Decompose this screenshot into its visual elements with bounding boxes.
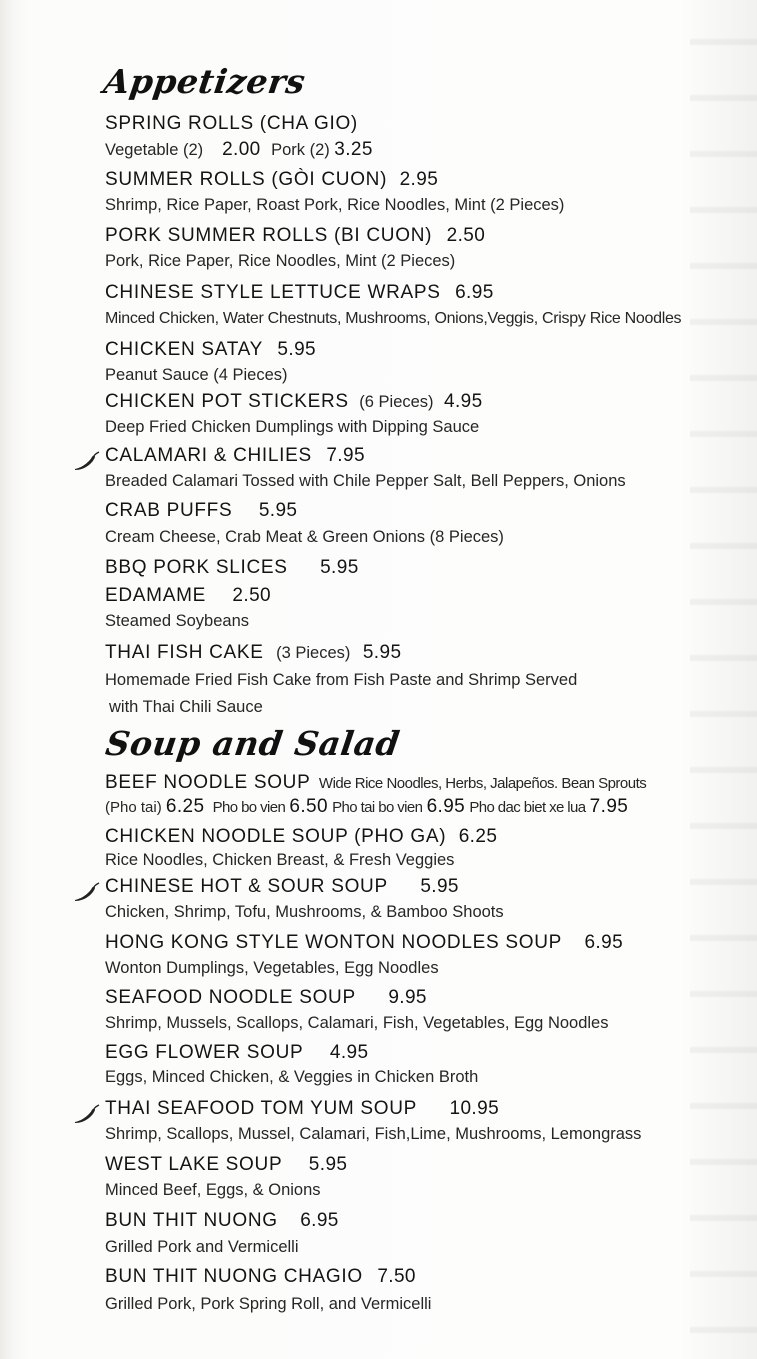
fish-cake-name: THAI FISH CAKE bbox=[105, 642, 264, 663]
bbq-pork-name: BBQ PORK SLICES bbox=[105, 557, 288, 578]
pot-stickers-price: 4.95 bbox=[444, 391, 483, 412]
tom-yum-name: THAI SEAFOOD TOM YUM SOUP bbox=[105, 1098, 418, 1119]
spring-rolls-veg-label: Vegetable (2) bbox=[105, 141, 204, 159]
fish-cake-row bbox=[105, 642, 401, 664]
summer-rolls-desc: Shrimp, Rice Paper, Roast Pork, Rice Noodles, Mint (2 Pieces) bbox=[105, 196, 565, 214]
chili-pepper-icon bbox=[72, 1104, 100, 1126]
soup-salad-heading: Soup and Salad bbox=[103, 724, 403, 763]
seafood-noodle-name: SEAFOOD NOODLE SOUP bbox=[105, 987, 356, 1008]
pork-summer-rolls-price: 2.50 bbox=[446, 225, 486, 246]
beef-noodle-opt2-label: Pho bo vien bbox=[212, 799, 286, 816]
chicken-satay-name: CHICKEN SATAY bbox=[105, 339, 263, 360]
chicken-noodle-price: 6.25 bbox=[458, 826, 498, 847]
lettuce-wraps-desc: Minced Chicken, Water Chestnuts, Mushrooms, Onions,Veggis, Crispy Rice Noodles bbox=[105, 310, 682, 327]
bun-chagio-name: BUN THIT NUONG CHAGIO bbox=[105, 1266, 363, 1287]
bun-thit-name: BUN THIT NUONG bbox=[105, 1210, 278, 1231]
seafood-noodle-row bbox=[105, 987, 427, 1009]
west-lake-desc: Minced Beef, Eggs, & Onions bbox=[105, 1181, 321, 1199]
hot-sour-row bbox=[105, 876, 459, 898]
beef-noodle-name: BEEF NOODLE SOUP bbox=[105, 772, 311, 793]
bbq-pork-price: 5.95 bbox=[320, 557, 359, 578]
summer-rolls-name: SUMMER ROLLS (GÒI CUON) bbox=[105, 169, 388, 190]
tom-yum-desc: Shrimp, Scallops, Mussel, Calamari, Fish,Lime, Mushrooms, Lemongrass bbox=[105, 1125, 642, 1143]
bleed-through-shadow bbox=[690, 0, 757, 1359]
wonton-row bbox=[105, 932, 623, 954]
lettuce-wraps-name: CHINESE STYLE LETTUCE WRAPS bbox=[105, 282, 441, 303]
bun-chagio-desc: Grilled Pork, Pork Spring Roll, and Vermicelli bbox=[105, 1295, 432, 1313]
calamari-row bbox=[105, 445, 365, 467]
tom-yum-row bbox=[105, 1098, 499, 1120]
calamari-price: 7.95 bbox=[326, 445, 365, 466]
west-lake-price: 5.95 bbox=[308, 1154, 348, 1175]
west-lake-row bbox=[105, 1154, 347, 1176]
bun-thit-row bbox=[105, 1210, 339, 1232]
lettuce-wraps-row bbox=[105, 282, 494, 304]
bun-thit-desc: Grilled Pork and Vermicelli bbox=[105, 1238, 299, 1256]
hot-sour-price: 5.95 bbox=[420, 876, 459, 897]
egg-flower-row bbox=[105, 1042, 368, 1064]
pork-summer-rolls-desc: Pork, Rice Paper, Rice Noodles, Mint (2 Pieces) bbox=[105, 252, 456, 270]
edamame-price: 2.50 bbox=[232, 585, 272, 606]
egg-flower-name: EGG FLOWER SOUP bbox=[105, 1042, 304, 1063]
chicken-noodle-row bbox=[105, 826, 497, 848]
spring-rolls-veg-price: 2.00 bbox=[222, 139, 261, 160]
fish-cake-desc-2: with Thai Chili Sauce bbox=[109, 698, 263, 716]
beef-noodle-opt3-price: 6.95 bbox=[426, 796, 466, 817]
beef-noodle-opt3-label: Pho tai bo vien bbox=[332, 799, 423, 816]
pork-summer-rolls-row bbox=[105, 225, 485, 247]
spring-rolls-pork-price: 3.25 bbox=[334, 139, 373, 160]
calamari-name: CALAMARI & CHILIES bbox=[105, 445, 312, 466]
bun-chagio-row bbox=[105, 1266, 416, 1288]
pork-summer-rolls-name: PORK SUMMER ROLLS (BI CUON) bbox=[105, 225, 433, 246]
seafood-noodle-desc: Shrimp, Mussels, Scallops, Calamari, Fish, Vegetables, Egg Noodles bbox=[105, 1014, 609, 1032]
pot-stickers-qty: (6 Pieces) bbox=[359, 393, 434, 411]
summer-rolls-price: 2.95 bbox=[399, 169, 439, 190]
hot-sour-desc: Chicken, Shrimp, Tofu, Mushrooms, & Bamboo Shoots bbox=[105, 903, 504, 921]
chili-pepper-icon bbox=[72, 451, 100, 473]
spring-rolls-name: SPRING ROLLS (CHA GIO) bbox=[105, 113, 358, 134]
beef-noodle-row bbox=[105, 772, 646, 794]
bun-thit-price: 6.95 bbox=[300, 1210, 339, 1231]
wonton-name: HONG KONG STYLE WONTON NOODLES SOUP bbox=[105, 932, 562, 953]
pot-stickers-desc: Deep Fried Chicken Dumplings with Dipping Sauce bbox=[105, 418, 480, 436]
chicken-satay-price: 5.95 bbox=[277, 339, 317, 360]
edamame-desc: Steamed Soybeans bbox=[105, 612, 250, 630]
beef-noodle-options bbox=[105, 796, 628, 818]
crab-puffs-row bbox=[105, 500, 297, 522]
pot-stickers-row bbox=[105, 391, 483, 413]
beef-noodle-opt1-label: (Pho tai) bbox=[105, 799, 162, 816]
appetizers-heading: Appetizers bbox=[101, 62, 308, 101]
fish-cake-price: 5.95 bbox=[362, 642, 402, 663]
wonton-desc: Wonton Dumplings, Vegetables, Egg Noodles bbox=[105, 959, 439, 977]
bun-chagio-price: 7.50 bbox=[377, 1266, 416, 1287]
hot-sour-name: CHINESE HOT & SOUR SOUP bbox=[105, 876, 388, 897]
spring-rolls-pork-label: Pork (2) bbox=[271, 141, 330, 159]
egg-flower-desc: Eggs, Minced Chicken, & Veggies in Chicken Broth bbox=[105, 1068, 479, 1086]
calamari-desc: Breaded Calamari Tossed with Chile Pepper Salt, Bell Peppers, Onions bbox=[105, 472, 626, 490]
summer-rolls-row bbox=[105, 169, 438, 191]
beef-noodle-opt2-price: 6.50 bbox=[289, 796, 328, 817]
beef-noodle-opt1-price: 6.25 bbox=[165, 796, 205, 817]
chicken-noodle-desc: Rice Noodles, Chicken Breast, & Fresh Veggies bbox=[105, 851, 455, 869]
bbq-pork-row bbox=[105, 557, 359, 579]
crab-puffs-name: CRAB PUFFS bbox=[105, 500, 233, 521]
chili-pepper-icon bbox=[72, 882, 100, 904]
fish-cake-qty: (3 Pieces) bbox=[276, 644, 351, 662]
chicken-noodle-name: CHICKEN NOODLE SOUP (PHO GA) bbox=[105, 826, 447, 847]
edamame-row bbox=[105, 585, 271, 607]
tom-yum-price: 10.95 bbox=[449, 1098, 500, 1119]
crab-puffs-desc: Cream Cheese, Crab Meat & Green Onions (8 Pieces) bbox=[105, 528, 504, 546]
fish-cake-desc-1: Homemade Fried Fish Cake from Fish Paste and Shrimp Served bbox=[105, 671, 578, 689]
spring-rolls-prices bbox=[105, 139, 373, 161]
beef-noodle-opt4-price: 7.95 bbox=[589, 796, 629, 817]
lettuce-wraps-price: 6.95 bbox=[455, 282, 494, 303]
wonton-price: 6.95 bbox=[584, 932, 624, 953]
seafood-noodle-price: 9.95 bbox=[388, 987, 427, 1008]
crab-puffs-price: 5.95 bbox=[258, 500, 298, 521]
chicken-satay-row bbox=[105, 339, 316, 361]
beef-noodle-desc: Wide Rice Noodles, Herbs, Jalapeños. Bean Sprouts bbox=[318, 775, 647, 792]
beef-noodle-opt4-label: Pho dac biet xe lua bbox=[469, 799, 586, 816]
edamame-name: EDAMAME bbox=[105, 585, 206, 606]
pot-stickers-name: CHICKEN POT STICKERS bbox=[105, 391, 349, 412]
egg-flower-price: 4.95 bbox=[329, 1042, 369, 1063]
west-lake-name: WEST LAKE SOUP bbox=[105, 1154, 283, 1175]
chicken-satay-desc: Peanut Sauce (4 Pieces) bbox=[105, 366, 288, 384]
